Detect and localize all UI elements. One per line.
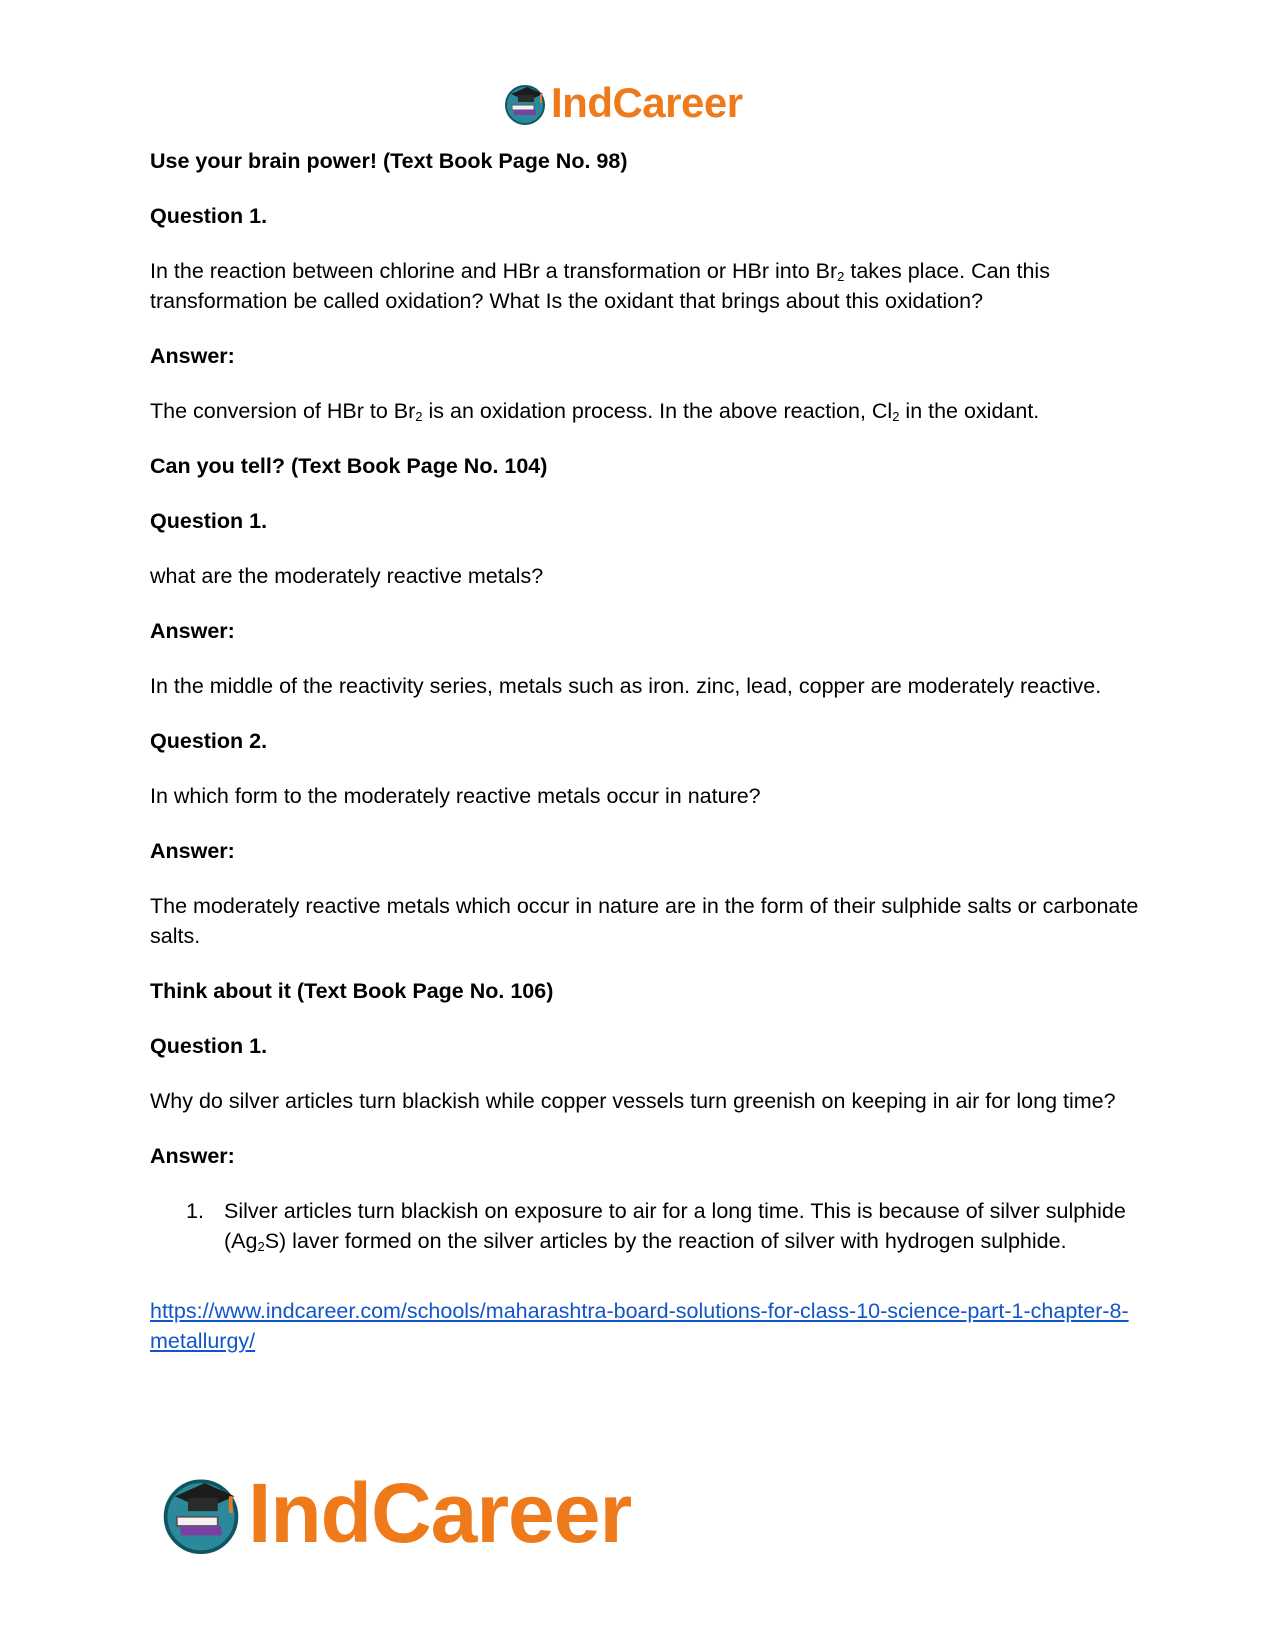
- question-text: In the reaction between chlorine and HBr a transformation or HBr into $Br_2$ takes place. Can this transformation be called oxidation? What Is the oxidant that brings about this oxidation?: [150, 259, 1050, 313]
- list-number: 1.: [186, 1199, 204, 1223]
- question-label: Question 1.: [150, 204, 268, 228]
- brand-wordmark: IndCareer: [248, 1465, 632, 1560]
- graduation-globe-icon: [160, 1472, 242, 1554]
- section-heading: Think about it (Text Book Page No. 106): [150, 979, 554, 1003]
- answer-label: Answer:: [150, 1144, 235, 1168]
- question-label: Question 1.: [150, 1034, 268, 1058]
- footer-link-line: [150, 1296, 1140, 1356]
- answer-label: Answer:: [150, 344, 235, 368]
- question-text: Why do silver articles turn blackish while copper vessels turn greenish on keeping in air for long time?: [150, 1089, 1116, 1113]
- graduation-globe-icon: [503, 81, 547, 125]
- answer-text: In the middle of the reactivity series, metals such as iron. zinc, lead, copper are moderately reactive.: [150, 674, 1102, 698]
- main-content: [150, 146, 1140, 1381]
- section-heading: Can you tell? (Text Book Page No. 104): [150, 454, 548, 478]
- answer-text: The moderately reactive metals which occur in nature are in the form of their sulphide salts or carbonate salts.: [150, 894, 1139, 948]
- question-text: what are the moderately reactive metals?: [150, 564, 544, 588]
- source-link[interactable]: https://www.indcareer.com/schools/maharashtra-board-solutions-for-class-10-science-part-1-chapter-8-metallurgy/: [150, 1299, 1129, 1353]
- answer-text: The conversion of HBr to $Br_2$ is an oxidation process. In the above reaction, $Cl_2$ in the oxidant.: [150, 399, 1040, 424]
- question-label: Question 1.: [150, 509, 268, 533]
- brand-logo-bottom: [160, 1465, 632, 1560]
- section-heading: Use your brain power! (Text Book Page No. 98): [150, 149, 628, 173]
- answer-list-item: [186, 1196, 1140, 1256]
- question-text: In which form to the moderately reactive metals occur in nature?: [150, 784, 761, 808]
- answer-label: Answer:: [150, 839, 235, 863]
- brand-wordmark: IndCareer: [551, 79, 743, 126]
- list-item-text: Silver articles turn blackish on exposure to air for a long time. This is because of silver sulphide $(Ag_2S)$ laver formed on the silver articles by the reaction of silver with hydrogen sulphide.: [224, 1199, 1126, 1254]
- answer-label: Answer:: [150, 619, 235, 643]
- brand-logo-top: [503, 80, 743, 126]
- question-label: Question 2.: [150, 729, 268, 753]
